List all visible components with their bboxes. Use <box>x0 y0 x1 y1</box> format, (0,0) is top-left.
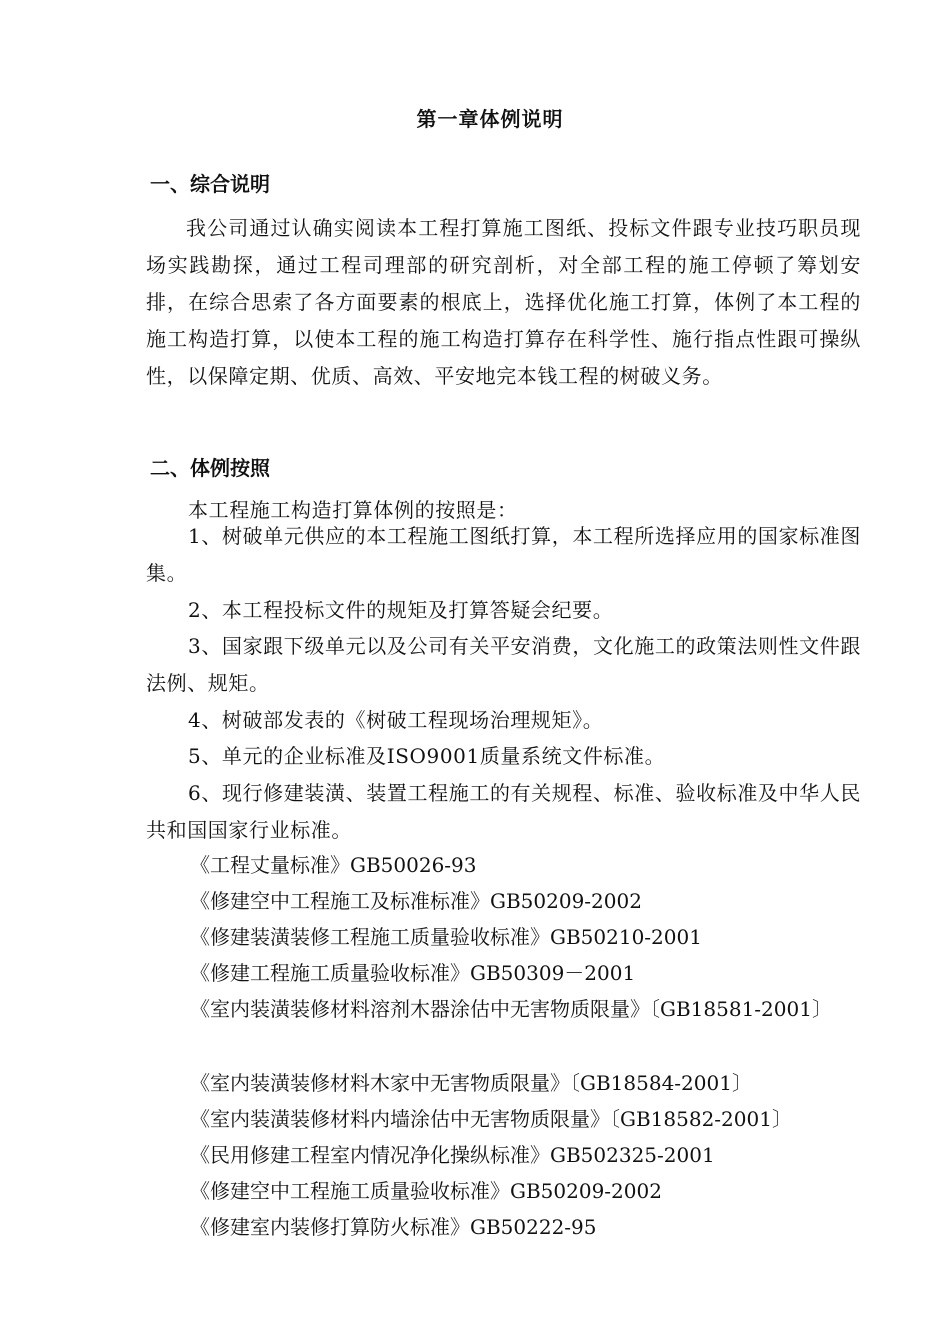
section-heading-overview: 一、综合说明 <box>150 172 270 196</box>
standard-item-8: 《民用修建工程室内情况净化操纵标准》GB502325-2001 <box>190 1143 715 1167</box>
standard-item-5: 《室内装潢装修材料溶剂木器涂估中无害物质限量》〔GB18581-2001〕 <box>190 997 832 1021</box>
chapter-title: 第一章体例说明 <box>416 107 564 131</box>
overview-paragraph: 我公司通过认确实阅读本工程打算施工图纸、投标文件跟专业技巧职员现场实践勘探，通过工程司理部的研究剖析，对全部工程的施工停顿了筹划安排，在综合思索了各方面要素的根底上，选择优化施工打算，体例了本工程的施工构造打算，以使本工程的施工构造打算存在科学性、施行指点性跟可操纵性，以保障定期、优质、高效、平安地完本钱工程的树破义务。 <box>146 216 861 388</box>
standard-item-2: 《修建空中工程施工及标准标准》GB50209-2002 <box>190 889 642 913</box>
standard-item-6: 《室内装潢装修材料木家中无害物质限量》〔GB18584-2001〕 <box>190 1071 752 1095</box>
standard-item-9: 《修建空中工程施工质量验收标准》GB50209-2002 <box>190 1179 662 1203</box>
section-heading-basis: 二、体例按照 <box>150 456 270 480</box>
basis-item-4: 4、树破部发表的《树破工程现场治理规矩》。 <box>188 708 604 732</box>
standard-item-3: 《修建装潢装修工程施工质量验收标准》GB50210-2001 <box>190 925 702 949</box>
basis-item-3: 3、国家跟下级单元以及公司有关平安消费，文化施工的政策法则性文件跟法例、规矩。 <box>146 634 861 695</box>
basis-item-6: 6、现行修建装潢、装置工程施工的有关规程、标准、验收标准及中华人民共和国国家行业标准。 <box>146 781 861 842</box>
standard-item-4: 《修建工程施工质量验收标准》GB50309－2001 <box>190 961 636 985</box>
basis-intro: 本工程施工构造打算体例的按照是： <box>188 498 518 522</box>
standard-item-10: 《修建室内装修打算防火标准》GB50222-95 <box>190 1215 597 1239</box>
basis-item-1: 1、树破单元供应的本工程施工图纸打算，本工程所选择应用的国家标准图集。 <box>146 524 861 585</box>
standard-item-7: 《室内装潢装修材料内墙涂估中无害物质限量》〔GB18582-2001〕 <box>190 1107 792 1131</box>
basis-item-2: 2、本工程投标文件的规矩及打算答疑会纪要。 <box>188 598 614 622</box>
basis-item-5: 5、单元的企业标准及ISO9001质量系统文件标准。 <box>188 744 666 768</box>
standard-item-1: 《工程丈量标准》GB50026-93 <box>190 853 477 877</box>
